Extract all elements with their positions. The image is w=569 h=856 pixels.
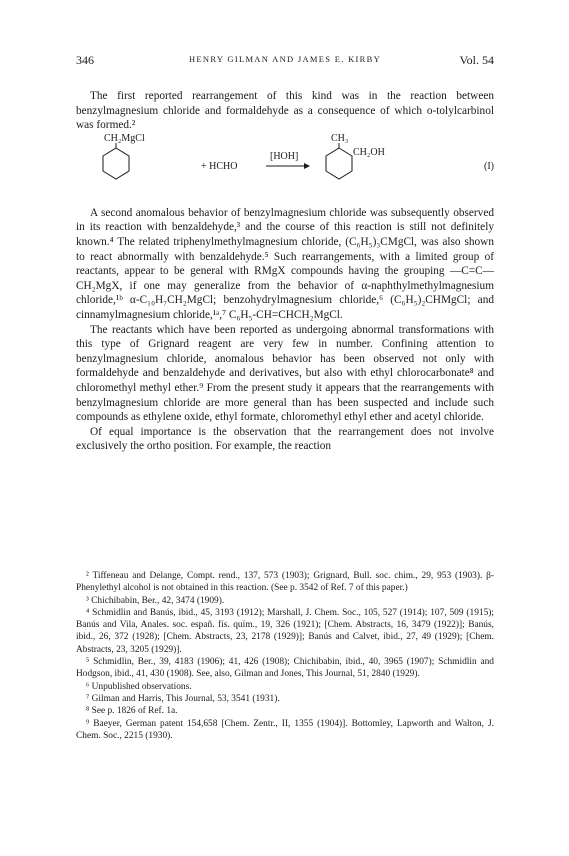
product-substituent: CH₂OH [353,146,385,158]
volume-label: Vol. 54 [459,53,494,67]
footnotes [76,570,494,742]
footnote-8: ⁸ See p. 1826 of Ref. 1a. [86,706,178,717]
product-methyl: CH₃ [331,132,349,144]
running-header [76,53,494,71]
paragraph-3: The reactants which have been reported as undergoing abnormal transformations with this type of Grignard reagent are very few in number. Confining attention to benzylmagnesium chloride, anomalous behavior has been observed not only with formaldehyde and benzaldehyde and derivatives, but also with ethyl chlorocarbonate⁸ and chloromethyl methyl ether.⁹ From the present study it appears that the rearrangements with benzylmagnesium chloride are more general than has been suspected and include such compounds as ethylene oxide, ethyl formate, chloromethyl ethyl ether and acetyl chloride. [76,323,494,424]
benzene-ring-product [326,148,352,179]
reaction-equation [76,132,494,202]
article-body [76,89,494,454]
footnote-6: ⁶ Unpublished observations. [86,681,192,692]
reagent-hcho: + HCHO [201,160,238,172]
reactant-substituent: CH₂MgCl [104,132,145,144]
footnote-2: ² Tiffeneau and Delange, Compt. rend., 137, 573 (1903); Grignard, Bull. soc. chim., 29, 953 (1903). β-Phenylethyl alcohol is not obtained in this reaction. (See p. 3542 of Ref. 7 of this paper.) [76,571,494,594]
running-title: HENRY GILMAN AND JAMES E. KIRBY [188,54,382,64]
footnote-5: ⁵ Schmidlin, Ber., 39, 4183 (1906); 41, 426 (1908); Chichibabin, ibid., 40, 3965 (1907); Schmidlin and Hodgson, ibid., 41, 430 (1908). See, also, Gilman and Jones, This Journal, 51, 2840 (1929). [76,657,494,680]
paragraph-2: A second anomalous behavior of benzylmagnesium chloride was subsequently observed in its reaction with benzaldehyde,³ and the course of this reaction is still not definitely known.⁴ The related triphenylmethylmagnesium chloride, (C₆H₅)₃CMgCl, was also shown to react abnormally with benzaldehyde.⁵ Such rearrangements, with a limited group of reactants, appear to be general with RMgX compounds having the grouping —C=C—CH₂MgX, if one may generalize from the behavior of α-naphthylmethylmagnesium chloride,¹ᵇ α-C₁₀H₇CH₂MgCl; benzohydrylmagnesium chloride,⁶ (C₆H₅)₂CHMgCl; and cinnamylmagnesium chloride,¹ᵃ,⁷ C₆H₅-CH=CHCH₂MgCl. [76,206,494,321]
footnote-3: ³ Chichibabin, Ber., 42, 3474 (1909). [86,595,225,606]
footnote-9: ⁹ Baeyer, German patent 154,658 [Chem. Zentr., II, 1355 (1904)]. Bottomley, Lapworth and Walton, J. Chem. Soc., 2215 (1930). [76,718,494,741]
footnote-7: ⁷ Gilman and Harris, This Journal, 53, 3541 (1931). [86,693,280,704]
page-number: 346 [76,53,94,67]
equation-number: (I) [484,160,494,172]
arrow-condition: [HOH] [270,150,299,162]
paragraph-1: The first reported rearrangement of this kind was in the reaction between benzylmagnesium chloride and formaldehyde as a consequence of which o-tolylcarbinol was formed.² [76,90,494,132]
benzene-ring-reactant [103,148,129,179]
footnote-4: ⁴ Schmidlin and Banús, ibid., 45, 3193 (1912); Marshall, J. Chem. Soc., 105, 527 (1914); 107, 509 (1915); Banús and Vila, Anales. soc. españ. fís. quím., 19, 326 (1921); [Chem. Abstracts, 16, 3479 (1922)]; Banús, ibid., 26, 372 (1928); [Chem. Abstracts, 23, 2178 (1929)]; Banús and Calvet, ibid., 27, 49 (1929); [Chem. Abstracts, 23, 3205 (1929)]. [76,607,494,655]
paragraph-4: Of equal importance is the observation that the rearrangement does not involve exclusively the ortho position. For example, the reaction [76,425,494,453]
arrow-head [304,163,310,169]
